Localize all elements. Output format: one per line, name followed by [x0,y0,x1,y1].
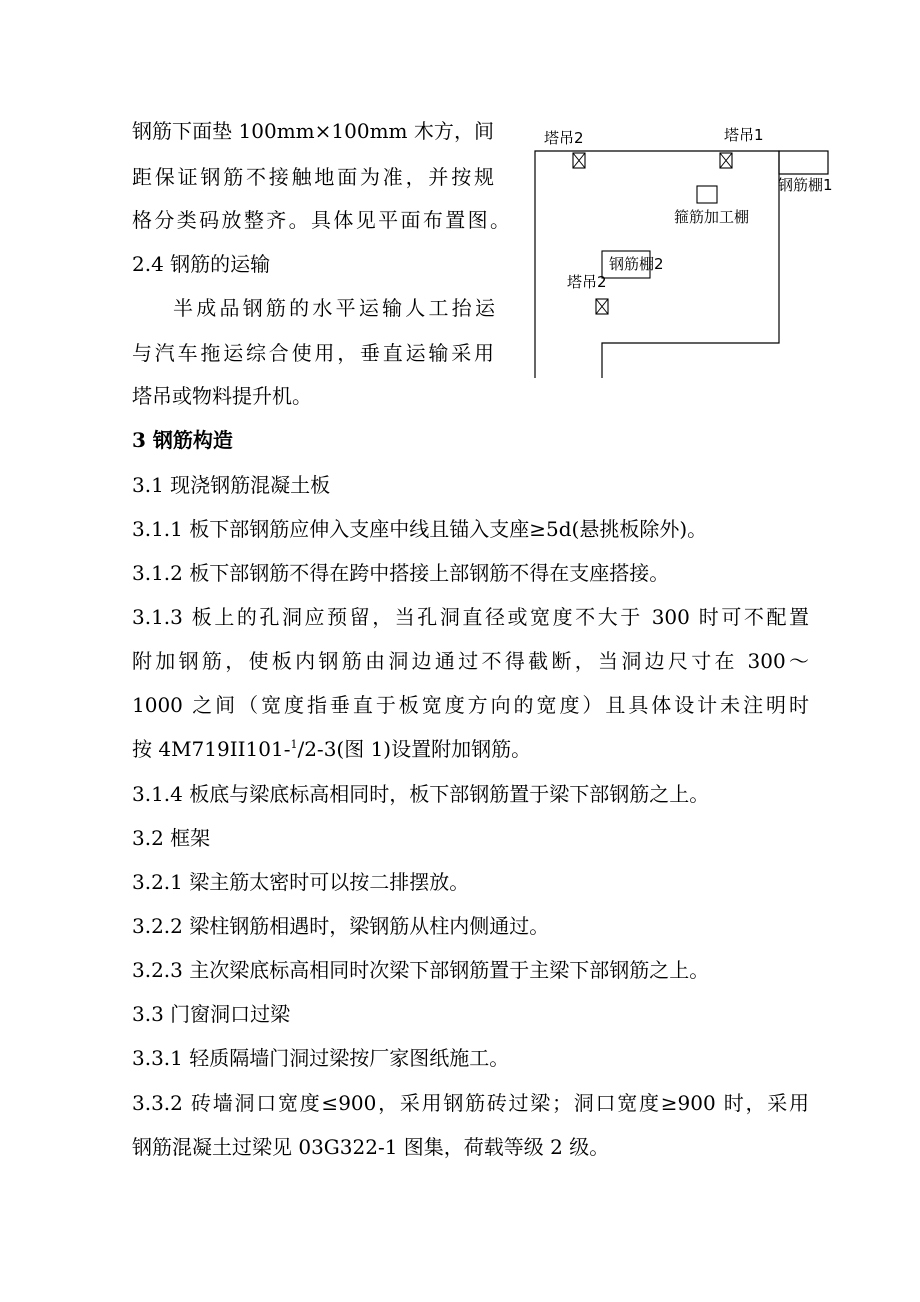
clause-3-3-2: 3.3.2 砖墙洞口宽度≤900，采用钢筋砖过梁；洞口宽度≥900 时，采用 [132,1091,809,1115]
section-heading-3-1: 3.1 现浇钢筋混凝土板 [132,473,331,497]
crane-2-label-top: 塔吊2 [544,129,584,147]
shed-2-label: 钢筋棚2 [609,255,664,273]
paragraph-line: 半成品钢筋的水平运输人工抬运 [173,296,495,320]
crane-2-label-bottom: 塔吊2 [567,273,607,291]
tower-crane-2-bottom-marker [596,299,608,314]
section-heading-3: 3 钢筋构造 [132,428,233,452]
paragraph-line: 与汽车拖运综合使用，垂直运输采用 [132,341,494,365]
stirrup-shed-label: 箍筋加工棚 [674,208,750,226]
clause-3-1-4: 3.1.4 板底与梁底标高相同时，板下部钢筋置于梁下部钢筋之上。 [132,782,710,806]
clause-3-2-2: 3.2.2 梁柱钢筋相遇时，梁钢筋从柱内侧通过。 [132,914,550,938]
clause-3-1-1: 3.1.1 板下部钢筋应伸入支座中线且锚入支座≥5d(悬挑板除外)。 [132,517,708,541]
clause-3-1-3-cont: 1000 之间（宽度指垂直于板宽度方向的宽度）且具体设计未注明时 [132,693,809,717]
crane-1-label: 塔吊1 [724,126,764,144]
paragraph-line: 钢筋下面垫 100mm×100mm 木方，间 [132,119,494,143]
section-heading-3-2: 3.2 框架 [132,826,211,850]
clause-3-1-3-cont: 附加钢筋，使板内钢筋由洞边通过不得截断，当洞边尺寸在 300～ [132,649,809,673]
shed-1-box [779,151,828,174]
site-plan-outline [530,118,840,383]
section-heading-3-3: 3.3 门窗洞口过梁 [132,1002,291,1026]
clause-3-2-3: 3.2.3 主次梁底标高相同时次梁下部钢筋置于主梁下部钢筋之上。 [132,958,710,982]
paragraph-line: 塔吊或物料提升机。 [132,384,312,408]
clause-3-1-3-cont: 按 4M719II101-$^1$/2-3(图 1)设置附加钢筋。 [132,737,532,761]
section-heading-2-4: 2.4 钢筋的运输 [132,252,271,276]
site-layout-plan [530,118,840,383]
clause-3-3-2-cont: 钢筋混凝土过梁见 03G322-1 图集，荷载等级 2 级。 [132,1135,610,1159]
stirrup-shed-box [697,186,717,203]
paragraph-line: 格分类码放整齐。具体见平面布置图。 [132,208,510,232]
clause-3-1-2: 3.1.2 板下部钢筋不得在跨中搭接上部钢筋不得在支座搭接。 [132,561,670,585]
clause-3-1-3: 3.1.3 板上的孔洞应预留，当孔洞直径或宽度不大于 300 时可不配置 [132,605,809,629]
shed-1-label: 钢筋棚1 [778,176,833,194]
clause-3-3-1: 3.3.1 轻质隔墙门洞过梁按厂家图纸施工。 [132,1046,510,1070]
clause-3-2-1: 3.2.1 梁主筋太密时可以按二排摆放。 [132,870,470,894]
paragraph-line: 距保证钢筋不接触地面为准，并按规 [132,165,494,189]
tower-crane-2-top-marker [573,153,585,168]
tower-crane-1-marker [720,153,732,168]
